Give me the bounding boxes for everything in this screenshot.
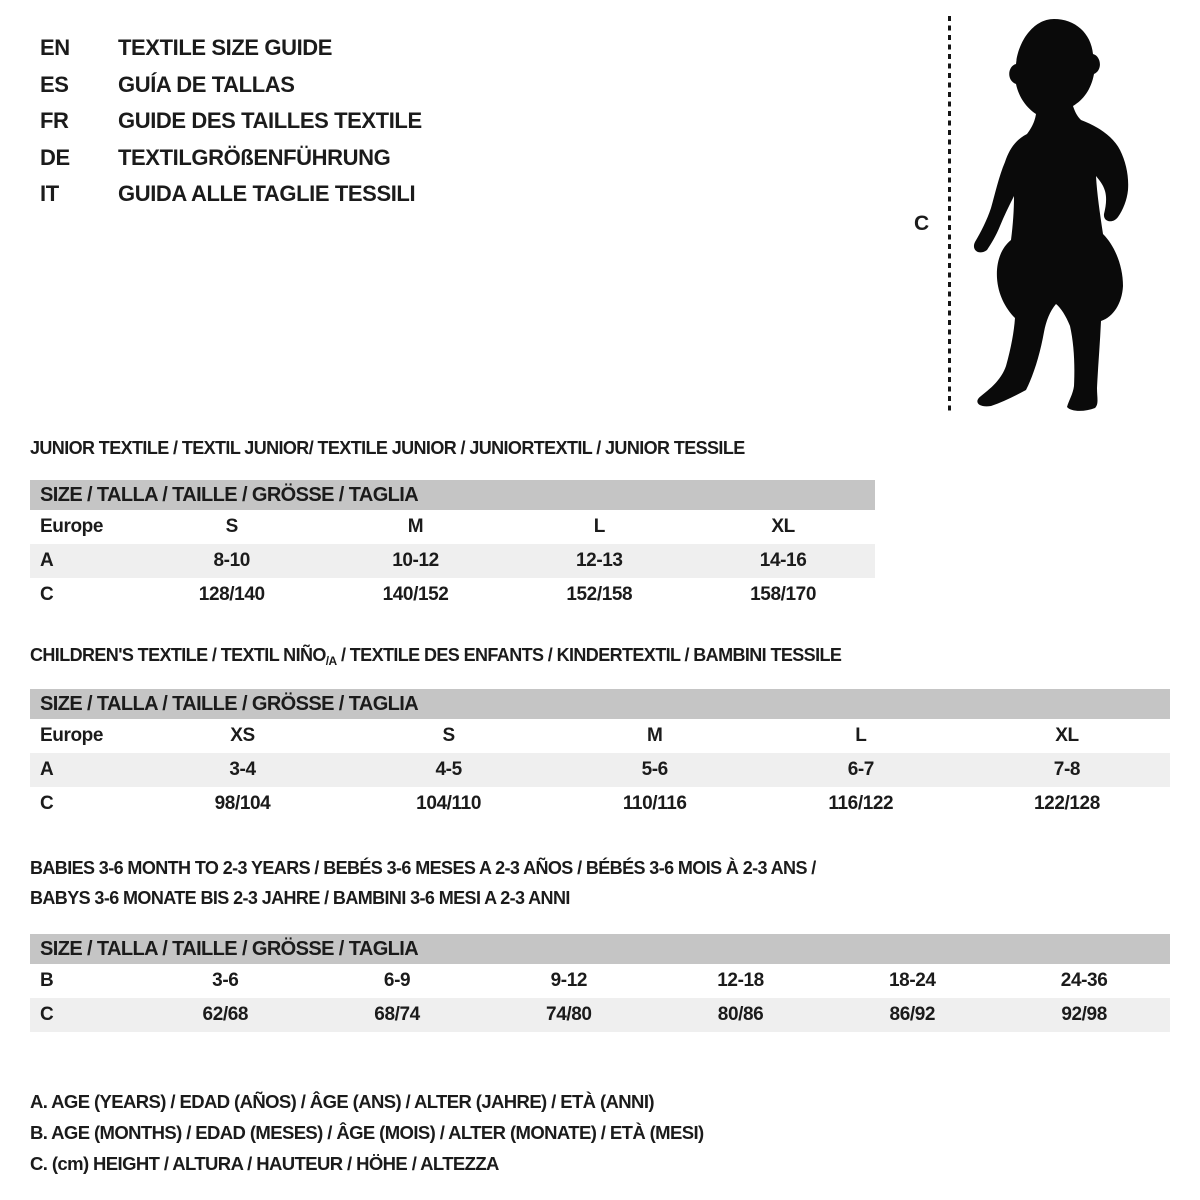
row-label: A bbox=[40, 550, 54, 571]
junior-size-table bbox=[30, 510, 875, 612]
table-cell: 14-16 bbox=[759, 550, 807, 571]
language-code: DE bbox=[40, 144, 70, 170]
table-cell: XS bbox=[230, 725, 255, 746]
table-cell: 7-8 bbox=[1053, 759, 1081, 780]
babies-size-table-wrap bbox=[30, 934, 1170, 1032]
table-cell: L bbox=[593, 516, 605, 537]
table-cell: 152/158 bbox=[566, 584, 633, 605]
baby-silhouette-icon bbox=[963, 14, 1138, 414]
table-row bbox=[30, 998, 1170, 1032]
row-label: C bbox=[40, 1004, 54, 1025]
table-row bbox=[30, 787, 1170, 821]
header-area bbox=[0, 0, 1200, 432]
table-cell: 140/152 bbox=[382, 584, 449, 605]
size-header-bar: SIZE / TALLA / TAILLE / GRÖSSE / TAGLIA bbox=[30, 480, 875, 510]
table-cell: 24-36 bbox=[1060, 970, 1108, 991]
table-cell: 6-7 bbox=[847, 759, 874, 780]
table-cell: 110/116 bbox=[622, 793, 687, 814]
table-cell: 8-10 bbox=[213, 550, 250, 571]
language-label: GUÍA DE TALLAS bbox=[118, 71, 295, 97]
table-row bbox=[30, 753, 1170, 787]
table-row bbox=[30, 578, 875, 612]
section-children bbox=[30, 645, 1170, 821]
table-cell: 12-13 bbox=[575, 550, 623, 571]
size-table bbox=[30, 964, 1170, 1032]
table-row bbox=[30, 510, 875, 544]
size-header-bar: SIZE / TALLA / TAILLE / GRÖSSE / TAGLIA bbox=[30, 934, 1170, 964]
table-cell: S bbox=[442, 725, 455, 746]
junior-size-table-wrap bbox=[30, 480, 875, 612]
table-row bbox=[30, 719, 1170, 753]
row-label: B bbox=[40, 970, 54, 991]
table-cell: XL bbox=[1055, 725, 1079, 746]
language-row bbox=[40, 103, 422, 140]
table-cell: 80/86 bbox=[717, 1004, 764, 1025]
language-label: GUIDE DES TAILLES TEXTILE bbox=[118, 108, 422, 133]
table-cell: 98/104 bbox=[214, 793, 271, 814]
row-label: C bbox=[40, 793, 54, 814]
table-cell: 18-24 bbox=[889, 970, 936, 991]
section-title: JUNIOR TEXTILE / TEXTIL JUNIOR/ TEXTILE JUNIOR / JUNIORTEXTIL / JUNIOR TESSILE bbox=[30, 438, 745, 458]
babies-title-line2: BABYS 3-6 MONATE BIS 2-3 JAHRE / BAMBINI 3-6 MESI A 2-3 ANNI bbox=[30, 888, 570, 908]
table-cell: 9-12 bbox=[550, 970, 588, 991]
table-cell: 92/98 bbox=[1061, 1004, 1107, 1025]
size-guide-content bbox=[0, 438, 1200, 1179]
legend bbox=[30, 1086, 1170, 1179]
table-cell: M bbox=[646, 725, 663, 746]
table-cell: 62/68 bbox=[202, 1004, 249, 1025]
language-row bbox=[40, 140, 422, 177]
language-list bbox=[40, 30, 422, 213]
height-measure-label: C bbox=[914, 212, 929, 235]
children-size-table bbox=[30, 719, 1170, 821]
height-measure-line bbox=[948, 16, 951, 414]
language-label: TEXTILE SIZE GUIDE bbox=[118, 35, 333, 60]
table-cell: 104/110 bbox=[416, 793, 482, 814]
table-cell: 68/74 bbox=[374, 1004, 420, 1025]
language-code: ES bbox=[40, 71, 69, 97]
language-code: FR bbox=[40, 108, 69, 133]
legend-line-b: B. AGE (MONTHS) / EDAD (MESES) / ÂGE (MOIS) / ALTER (MONATE) / ETÀ (MESI) bbox=[30, 1122, 704, 1143]
table-cell: 10-12 bbox=[392, 550, 439, 571]
table-cell: 74/80 bbox=[546, 1004, 592, 1025]
table-cell: L bbox=[855, 725, 867, 746]
row-label: Europe bbox=[40, 516, 104, 537]
table-row bbox=[30, 544, 875, 578]
babies-size-table bbox=[30, 964, 1170, 1032]
table-cell: 6-9 bbox=[383, 970, 411, 991]
language-label: TEXTILGRÖßENFÜHRUNG bbox=[118, 144, 391, 170]
children-size-table-wrap bbox=[30, 689, 1170, 821]
section-title: CHILDREN'S TEXTILE / TEXTIL $NIÑO_{/A}$ / TEXTILE DES ENFANTS / KINDERTEXTIL / BAMBINI TESSILE bbox=[30, 645, 842, 668]
table-cell: S bbox=[225, 516, 238, 537]
size-header-bar: SIZE / TALLA / TAILLE / GRÖSSE / TAGLIA bbox=[30, 689, 1170, 719]
table-cell: 4-5 bbox=[435, 759, 462, 780]
table-cell: 86/92 bbox=[889, 1004, 936, 1025]
language-row bbox=[40, 176, 422, 213]
language-row bbox=[40, 67, 422, 104]
language-code: EN bbox=[40, 35, 70, 60]
table-row bbox=[30, 964, 1170, 998]
table-cell: 128/140 bbox=[198, 584, 265, 605]
language-code: IT bbox=[40, 181, 59, 206]
size-table bbox=[30, 510, 875, 612]
babies-title-line1: BABIES 3-6 MONTH TO 2-3 YEARS / BEBÉS 3-6 MESES A 2-3 AÑOS / BÉBÉS 3-6 MOIS À 2-3 ANS / bbox=[30, 858, 816, 878]
size-table bbox=[30, 719, 1170, 821]
legend-line-c: C. (cm) HEIGHT / ALTURA / HAUTEUR / HÖHE / ALTEZZA bbox=[30, 1153, 499, 1174]
row-label: Europe bbox=[40, 725, 104, 746]
legend-line-a: A. AGE (YEARS) / EDAD (AÑOS) / ÂGE (ANS) / ALTER (JAHRE) / ETÀ (ANNI) bbox=[30, 1091, 654, 1112]
section-title bbox=[30, 853, 1170, 913]
row-label: A bbox=[40, 759, 54, 780]
table-cell: 122/128 bbox=[1033, 793, 1100, 814]
row-label: C bbox=[40, 584, 54, 605]
section-babies bbox=[30, 853, 1170, 1032]
table-cell: M bbox=[407, 516, 424, 537]
title-subscript: /A bbox=[325, 654, 337, 668]
table-cell: 5-6 bbox=[641, 759, 668, 780]
table-cell: 3-6 bbox=[212, 970, 239, 991]
table-cell: XL bbox=[771, 516, 795, 537]
section-junior bbox=[30, 438, 1170, 612]
table-cell: 3-4 bbox=[229, 759, 256, 780]
language-label: GUIDA ALLE TAGLIE TESSILI bbox=[118, 181, 416, 206]
table-cell: 158/170 bbox=[750, 584, 817, 605]
language-row bbox=[40, 30, 422, 67]
table-cell: 12-18 bbox=[717, 970, 764, 991]
table-cell: 116/122 bbox=[828, 793, 894, 814]
